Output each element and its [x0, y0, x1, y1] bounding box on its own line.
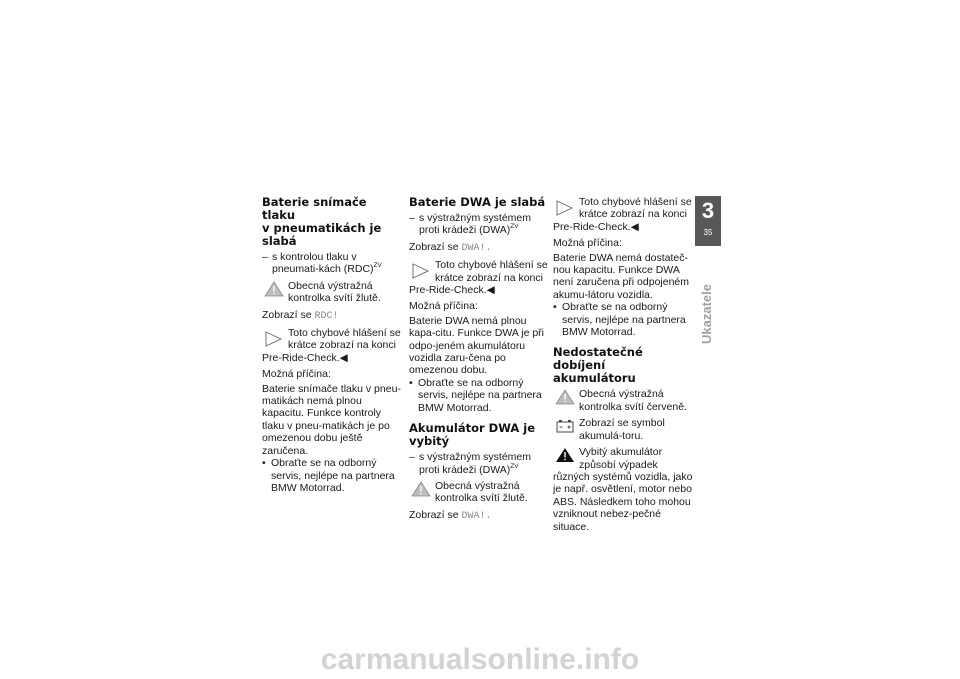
display-code: DWA!.	[461, 510, 492, 522]
warning-note: Obecná výstražná kontrolka svítí červeně.	[553, 388, 693, 413]
action-item: • Obraťte se na odborný servis, nejlépe na partnera BMW Motorrad.	[262, 457, 402, 494]
cause-label: Možná příčina:	[553, 237, 622, 250]
condition-dwa: – s výstražným systémem proti krádeži (DWA)$^{ZV}$	[409, 451, 549, 476]
display-text: Zobrazí se RDC!	[262, 308, 339, 322]
chapter-tab	[695, 196, 721, 246]
watermark: carmanualsonline.info	[320, 643, 640, 676]
cause-text: Baterie DWA nemá dostateč-nou kapacitu. Funkce DWA není zaručena při odpojeném akumu-látoru vozidla.	[553, 251, 690, 301]
cause-label: Možná příčina:	[409, 300, 478, 313]
display-code: DWA!.	[461, 242, 492, 254]
info-note: Toto chybové hlášení se krátce zobrazí na konci Pre-Ride-Check.◀	[553, 196, 692, 233]
cause-text: Baterie snímače tlaku v pneu-matikách nemá plnou kapacitu. Funkce kontroly tlaku v pneu-matikách je po omezenou dobu ještě zaručena.	[262, 382, 401, 457]
warning-triangle-gray-icon	[264, 281, 284, 297]
section-heading-charging: Nedostatečné dobíjení akumulátoru	[553, 345, 643, 386]
info-note: Toto chybové hlášení se krátce zobrazí na konci Pre-Ride-Check.◀	[262, 327, 401, 364]
display-text: Zobrazí se DWA!.	[409, 240, 492, 254]
warning-note: Obecná výstražná kontrolka svítí žlutě.	[262, 280, 402, 305]
section-heading-dwa-weak: Baterie DWA je slabá	[409, 195, 546, 209]
battery-icon	[555, 418, 575, 434]
section-heading-rdc-battery: Baterie snímače tlaku v pneumatikách je slabá	[262, 195, 382, 248]
condition-rdc: – s kontrolou tlaku v pneumati-kách (RDC)$^{ZV}$	[262, 251, 402, 276]
column-3	[553, 196, 693, 533]
danger-note: Vybitý akumulátor způsobí výpadek různých systémů vozidla, jako je např. osvětlení, motor nebo ABS. Následkem toho mohou vzniknout nebez-pečné situace.	[553, 446, 693, 533]
play-triangle-icon	[264, 331, 284, 347]
cause-label: Možná příčina:	[262, 368, 331, 381]
action-item: • Obraťte se na odborný servis, nejlépe na partnera BMW Motorrad.	[409, 377, 549, 414]
section-heading-dwa-empty: Akumulátor DWA je vybitý	[409, 421, 536, 449]
cause-text: Baterie DWA nemá plnou kapa-citu. Funkce DWA je při odpo-jeném akumulátoru vozidla zaru-čena po omezenou dobu.	[409, 314, 544, 377]
info-note: Toto chybové hlášení se krátce zobrazí na konci Pre-Ride-Check.◀	[409, 259, 548, 297]
chapter-number: 3	[701, 198, 715, 223]
action-item: • Obraťte se na odborný servis, nejlépe na partnera BMW Motorrad.	[553, 301, 693, 338]
condition-dwa: – s výstražným systémem proti krádeži (DWA)$^{ZV}$	[409, 212, 549, 237]
play-triangle-icon	[555, 200, 575, 216]
display-text: Zobrazí se DWA!.	[409, 508, 492, 522]
warning-triangle-black-icon	[555, 447, 575, 463]
play-triangle-icon	[411, 263, 431, 279]
section-label: Ukazatele	[699, 284, 714, 344]
warning-note: Obecná výstražná kontrolka svítí žlutě.	[409, 480, 549, 505]
column-2	[409, 196, 549, 523]
battery-note: Zobrazí se symbol akumulá-toru.	[553, 417, 693, 442]
display-code: RDC!	[314, 310, 339, 322]
warning-triangle-gray-icon	[555, 389, 575, 405]
page-number: 35	[703, 228, 713, 237]
column-1	[262, 196, 402, 494]
warning-triangle-gray-icon	[411, 481, 431, 497]
